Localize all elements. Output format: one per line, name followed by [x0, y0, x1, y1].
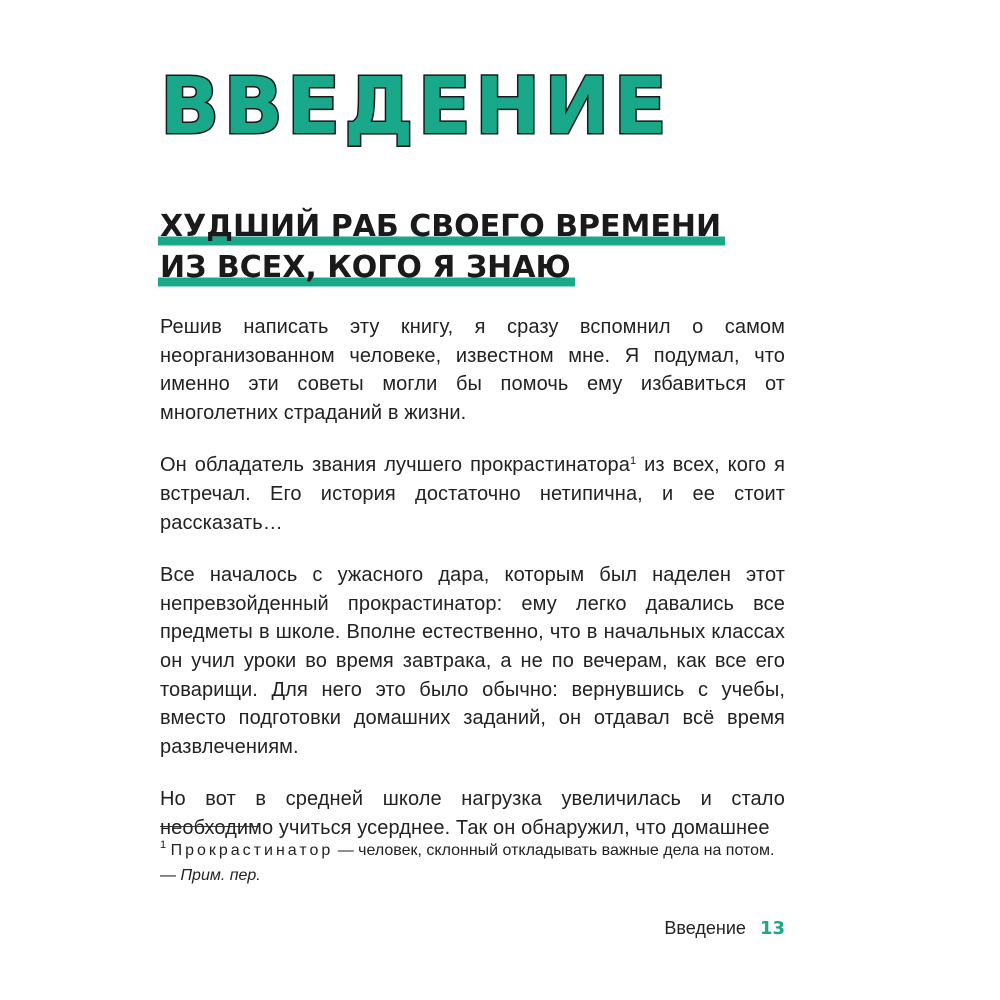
- paragraph-2: [160, 451, 785, 537]
- paragraph-2-text-end: из всех, кого я встречал. Его история достаточно нетипична, и ее стоит рассказать…: [160, 454, 786, 534]
- paragraph-4: Но вот в средней школе нагрузка увеличилась и стало необходимо учиться усерднее. Так он обнаружил, что домашнее: [160, 788, 785, 839]
- paragraph-3: Все началось с ужасного дара, которым был наделен этот непревзойденный прокрастинатор: ему легко давались все предметы в школе. Вполне естественно, что в начальных классах он учил уроки во время завтрака, а не по вечерам, как все его товарищи. Для него это было обычно: вернувшись с учебы, вместо подготовки домашних заданий, он отдавал всё время развлечениям.: [160, 564, 785, 758]
- body-text: [160, 313, 785, 867]
- running-footer-label: Введение: [664, 918, 746, 938]
- footnote-term: Прокрастинатор: [170, 842, 334, 859]
- section-title-line-2: ИЗ ВСЕХ, КОГО Я ЗНАЮ: [158, 247, 575, 288]
- footnote-reference[interactable]: 1: [630, 455, 637, 468]
- page-footer: [600, 918, 785, 939]
- footnote-text: — человек, склонный откладывать важные дела на потом. —: [160, 842, 775, 884]
- paragraph-2-text-start: Он обладатель звания лучшего прокрастинатора: [160, 454, 631, 477]
- paragraph-1: Решив написать эту книгу, я сразу вспомнил о самом неорганизованном человеке, известном мне. Я подумал, что именно эти советы могли бы помочь ему избавиться от многолетних страданий в жизни.: [160, 316, 785, 424]
- footnote-marker: 1: [160, 839, 167, 851]
- section-title-line-1: ХУДШИЙ РАБ СВОЕГО ВРЕМЕНИ: [158, 206, 725, 247]
- chapter-title: ВВЕДЕНИЕ: [160, 62, 671, 152]
- footnote-divider: [160, 826, 260, 827]
- page-number: 13: [759, 918, 785, 939]
- section-title: [160, 206, 725, 288]
- footnote: [160, 838, 785, 888]
- footnote-translator-note: Прим. пер.: [180, 867, 261, 884]
